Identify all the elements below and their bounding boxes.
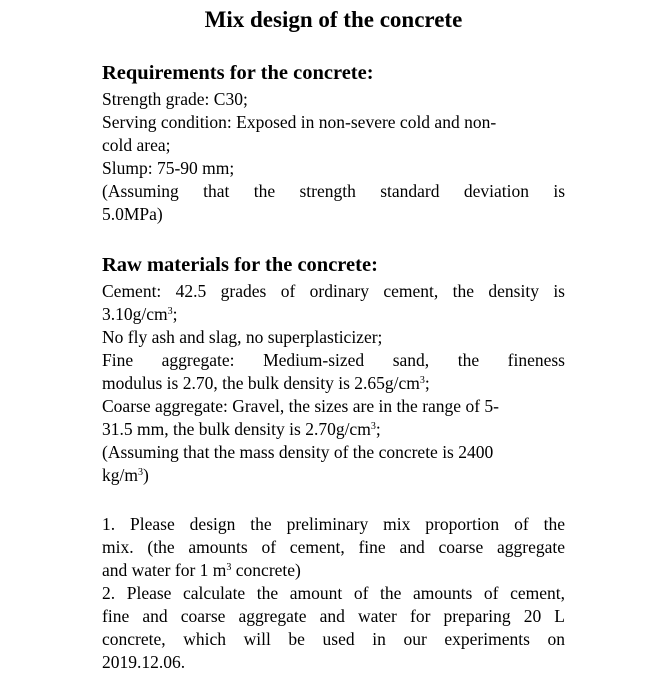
question-1-line: 1. Please design the preliminary mix proportion of the <box>102 514 565 534</box>
requirements-line: Strength grade: C30; <box>102 89 248 109</box>
requirements-line: Serving condition: Exposed in non-severe cold and non- <box>102 112 497 132</box>
requirements-line: (Assuming that the strength standard deviation is <box>102 181 565 201</box>
coarse-aggregate-density-line: 31.5 mm, the bulk density is $2.70g/cm^3$; <box>102 419 381 439</box>
question-1-line: and water for 1 $m^3$ concrete) <box>102 560 301 580</box>
cement-density-line: $3.10g/cm^3$; <box>102 304 178 324</box>
mass-density-unit-line: $kg/m^3$) <box>102 465 149 485</box>
fine-aggregate-line: Fine aggregate: Medium-sized sand, the fineness <box>102 350 565 370</box>
raw-materials-heading: Raw materials for the concrete: <box>102 254 378 276</box>
question-1-line: mix. (the amounts of cement, fine and coarse aggregate <box>102 537 565 557</box>
requirements-line: cold area; <box>102 135 171 155</box>
requirements-line: 5.0MPa) <box>102 204 163 224</box>
fine-aggregate-density-line: modulus is 2.70, the bulk density is $2.65g/cm^3$; <box>102 373 430 393</box>
mass-density-assumption-line: (Assuming that the mass density of the concrete is 2400 <box>102 442 494 462</box>
question-2-line: 2. Please calculate the amount of the amounts of cement, <box>102 583 565 603</box>
question-2-line: fine and coarse aggregate and water for preparing 20 L <box>102 606 565 626</box>
coarse-aggregate-line: Coarse aggregate: Gravel, the sizes are in the range of 5- <box>102 396 499 416</box>
admixture-line: No fly ash and slag, no superplasticizer; <box>102 327 383 347</box>
page-title: Mix design of the concrete <box>204 7 463 32</box>
question-2-line: 2019.12.06. <box>102 652 186 672</box>
cement-line: Cement: 42.5 grades of ordinary cement, the density is <box>102 281 565 301</box>
requirements-line: Slump: 75-90 mm; <box>102 158 235 178</box>
requirements-heading: Requirements for the concrete: <box>102 62 374 84</box>
question-2-line: concrete, which will be used in our experiments on <box>102 629 565 649</box>
